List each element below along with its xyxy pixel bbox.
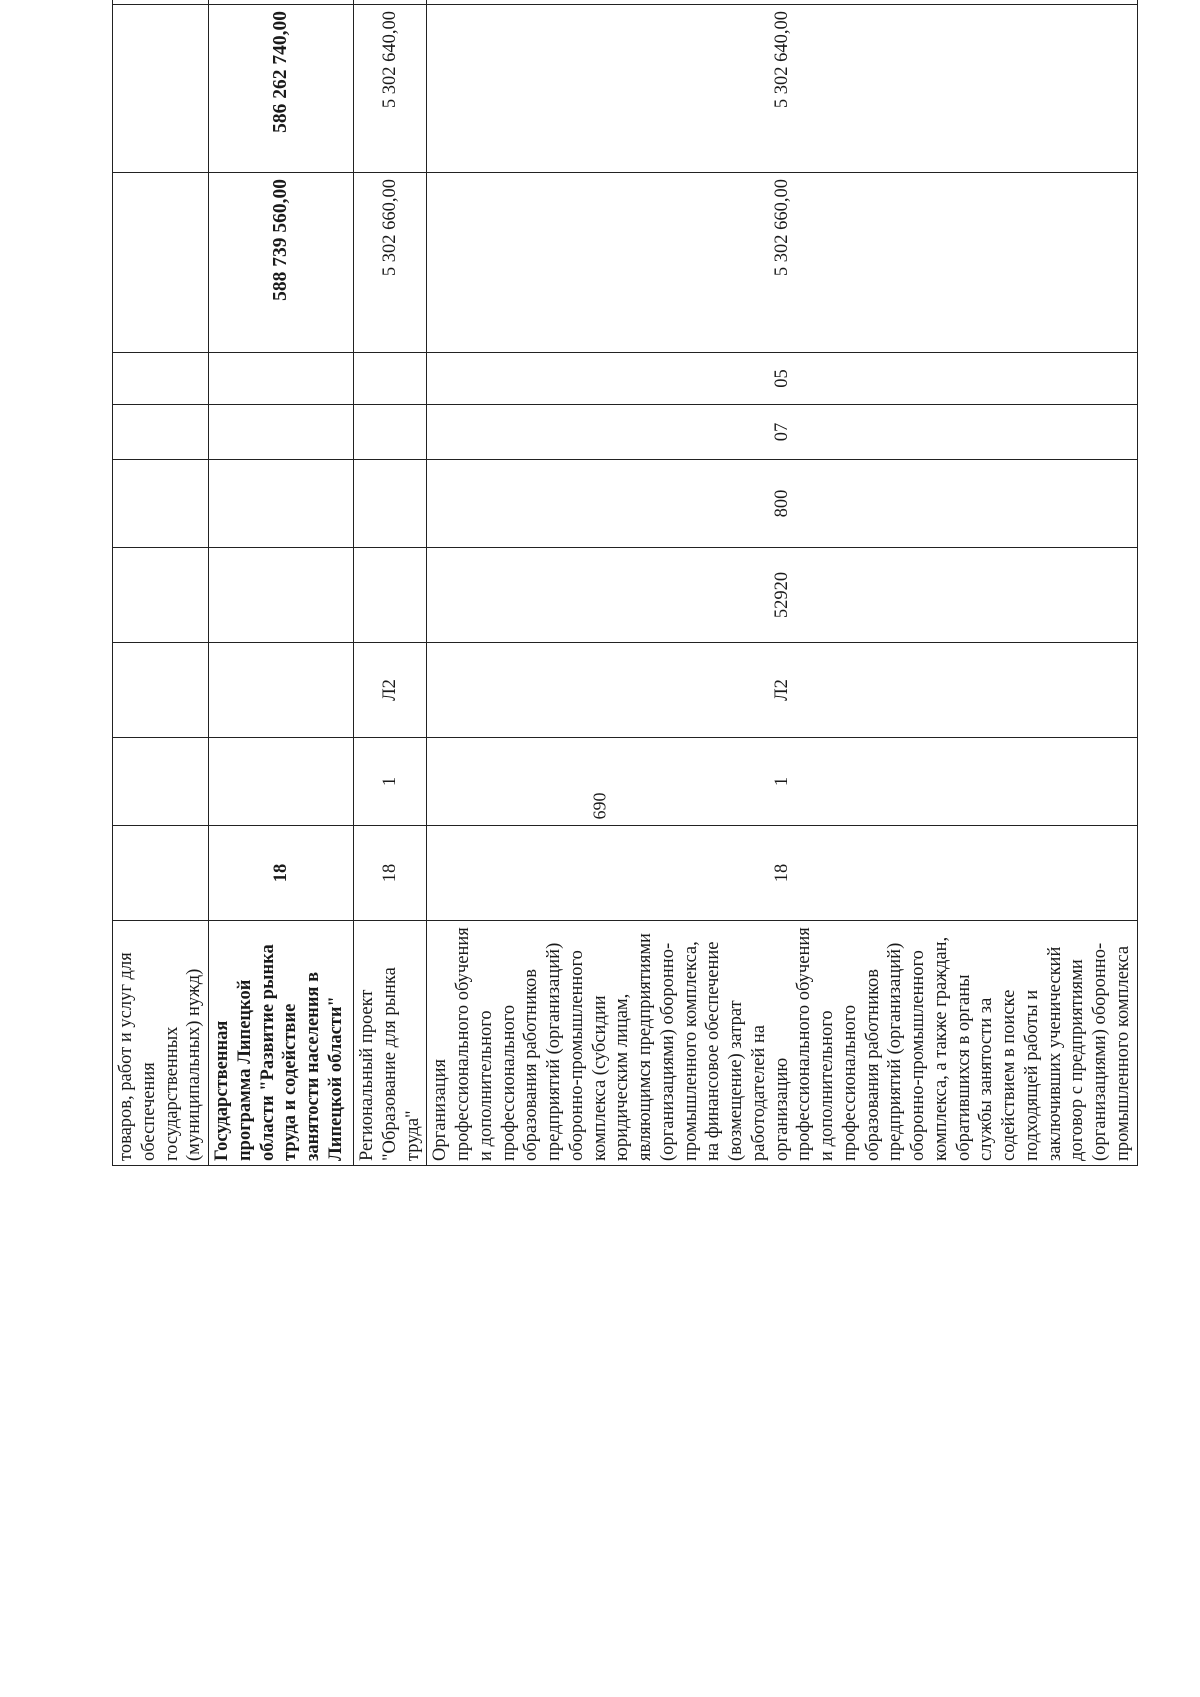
code-cell: 18: [354, 826, 427, 921]
amount-cell: [427, 0, 1137, 5]
amount-cell: [113, 0, 209, 5]
amount-cell: [354, 0, 427, 5]
code-cell: 18: [427, 826, 1137, 921]
row-name: Организация профессионального обучения и дополнительного профессионального образования работников предприятий (организаций) оборонно-промышленного комплекса (субсидии юридическим лицам, являющимся предприятиями (организациями) оборонно-промышленного комплекса, на финансовое обеспечение (возмещение) затрат работодателей на организацию профессионального обучения и дополнительного профессионального образования работников предприятий (организаций) оборонно-промышленного комплекса, а также граждан, обратившихся в органы службы занятости за содействием в поиске подходящей работы и заключивших ученический договор с предприятиями (организациями) оборонно-промышленного комплекса: [427, 921, 1137, 1166]
code-cell: [113, 548, 209, 643]
code-cell: 07: [427, 405, 1137, 460]
code-cell: [209, 643, 354, 738]
amount-cell: 5 302 660,00: [427, 173, 1137, 353]
code-cell: [354, 353, 427, 405]
code-cell: [354, 460, 427, 548]
amount-cell: [113, 5, 209, 173]
table-row: [427, 0, 1137, 1166]
table-row: [354, 0, 427, 1166]
amount-cell: [113, 173, 209, 353]
code-cell: [113, 826, 209, 921]
code-cell: 1: [354, 738, 427, 826]
code-cell: 05: [427, 353, 1137, 405]
page-number: 690: [589, 792, 610, 820]
code-cell: [209, 738, 354, 826]
amount-cell: 5 302 640,00: [427, 5, 1137, 173]
code-cell: 1: [427, 738, 1137, 826]
code-cell: [113, 643, 209, 738]
code-cell: [113, 353, 209, 405]
code-cell: 52920: [427, 548, 1137, 643]
code-cell: [113, 738, 209, 826]
amount-cell: [209, 0, 354, 5]
code-cell: [113, 405, 209, 460]
code-cell: [113, 460, 209, 548]
code-cell: [209, 353, 354, 405]
rotated-table-wrapper: [112, 11, 1133, 1166]
code-cell: [354, 548, 427, 643]
amount-cell: 5 302 660,00: [354, 173, 427, 353]
budget-table: [112, 0, 1138, 1166]
table-row: [113, 0, 209, 1166]
row-name: Государственная программа Липецкой области "Развитие рынка труда и содействие занятости населения в Липецкой области": [209, 921, 354, 1166]
row-name: товаров, работ и услуг для обеспечения государственных (муниципальных) нужд): [113, 921, 209, 1166]
table-row: [209, 0, 354, 1166]
amount-cell: 5 302 640,00: [354, 5, 427, 173]
code-cell: 18: [209, 826, 354, 921]
row-name: Региональный проект "Образование для рынка труда": [354, 921, 427, 1166]
amount-cell: 586 262 740,00: [209, 5, 354, 173]
code-cell: Л2: [427, 643, 1137, 738]
code-cell: 800: [427, 460, 1137, 548]
code-cell: [354, 405, 427, 460]
code-cell: [209, 548, 354, 643]
amount-cell: 588 739 560,00: [209, 173, 354, 353]
code-cell: Л2: [354, 643, 427, 738]
code-cell: [209, 405, 354, 460]
code-cell: [209, 460, 354, 548]
